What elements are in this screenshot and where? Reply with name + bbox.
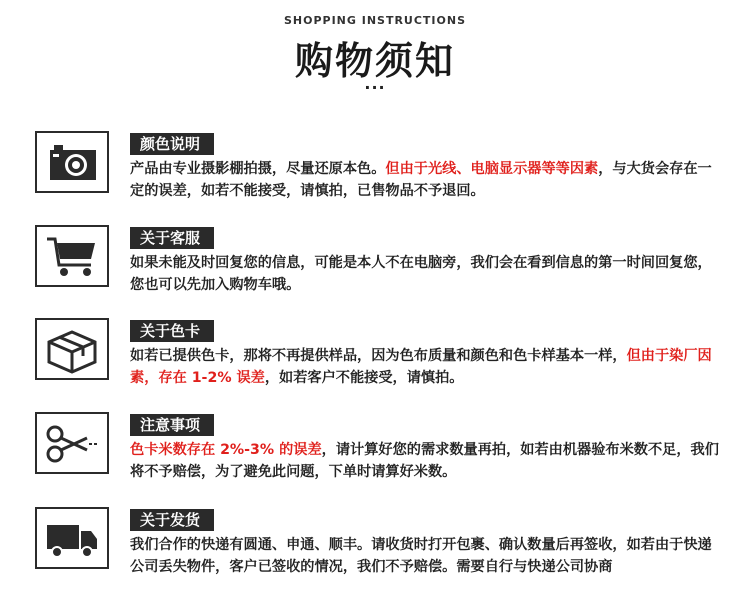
- page-title: 购物须知: [294, 39, 455, 83]
- delivery-truck-icon: [35, 507, 109, 569]
- section-label: 关于色卡: [130, 320, 214, 342]
- section-precautions: [0, 412, 750, 484]
- section-text: 如果未能及时回复您的信息，可能是本人不在电脑旁，我们会在看到信息的第一时间回复您，您也可以先加入购物车哦。: [130, 255, 712, 293]
- section-text: 我们合作的快递有圆通、申通、顺丰。请收货时打开包裹、确认数量后再签收，如若由于快递公司丢失物件，客户已签收的情况，我们不予赔偿。需要自行与快递公司协商: [130, 537, 712, 575]
- section-label: 注意事项: [130, 414, 214, 436]
- header-subtitle: SHOPPING INSTRUCTIONS: [283, 14, 467, 27]
- scissors-icon: [35, 412, 109, 474]
- title-dots: ···: [364, 78, 386, 97]
- section-color-card: [0, 318, 750, 390]
- section-label: 关于客服: [130, 227, 214, 249]
- section-text: 色卡米数存在 2%-3% 的误差，请计算好您的需求数量再拍，如若由机器验布米数不足，我们将不予赔偿，为了避免此问题，下单时请算好米数。: [130, 442, 719, 480]
- section-label: 关于发货: [130, 509, 214, 531]
- section-color-notes: [0, 131, 750, 203]
- section-text: 产品由专业摄影棚拍摄，尽量还原本色。但由于光线、电脑显示器等等因素，与大货会存在一定的误差，如若不能接受，请慎拍，已售物品不予退回。: [130, 161, 712, 199]
- section-label: 颜色说明: [130, 133, 214, 155]
- package-box-icon: [35, 318, 109, 380]
- section-shipping: [0, 507, 750, 607]
- section-text: 如若已提供色卡，那将不再提供样品，因为色布质量和颜色和色卡样基本一样，但由于染厂因素，存在 1-2% 误差，如若客户不能接受，请慎拍。: [130, 348, 712, 386]
- section-customer-service: [0, 225, 750, 297]
- camera-icon: [35, 131, 109, 193]
- shopping-cart-icon: [35, 225, 109, 287]
